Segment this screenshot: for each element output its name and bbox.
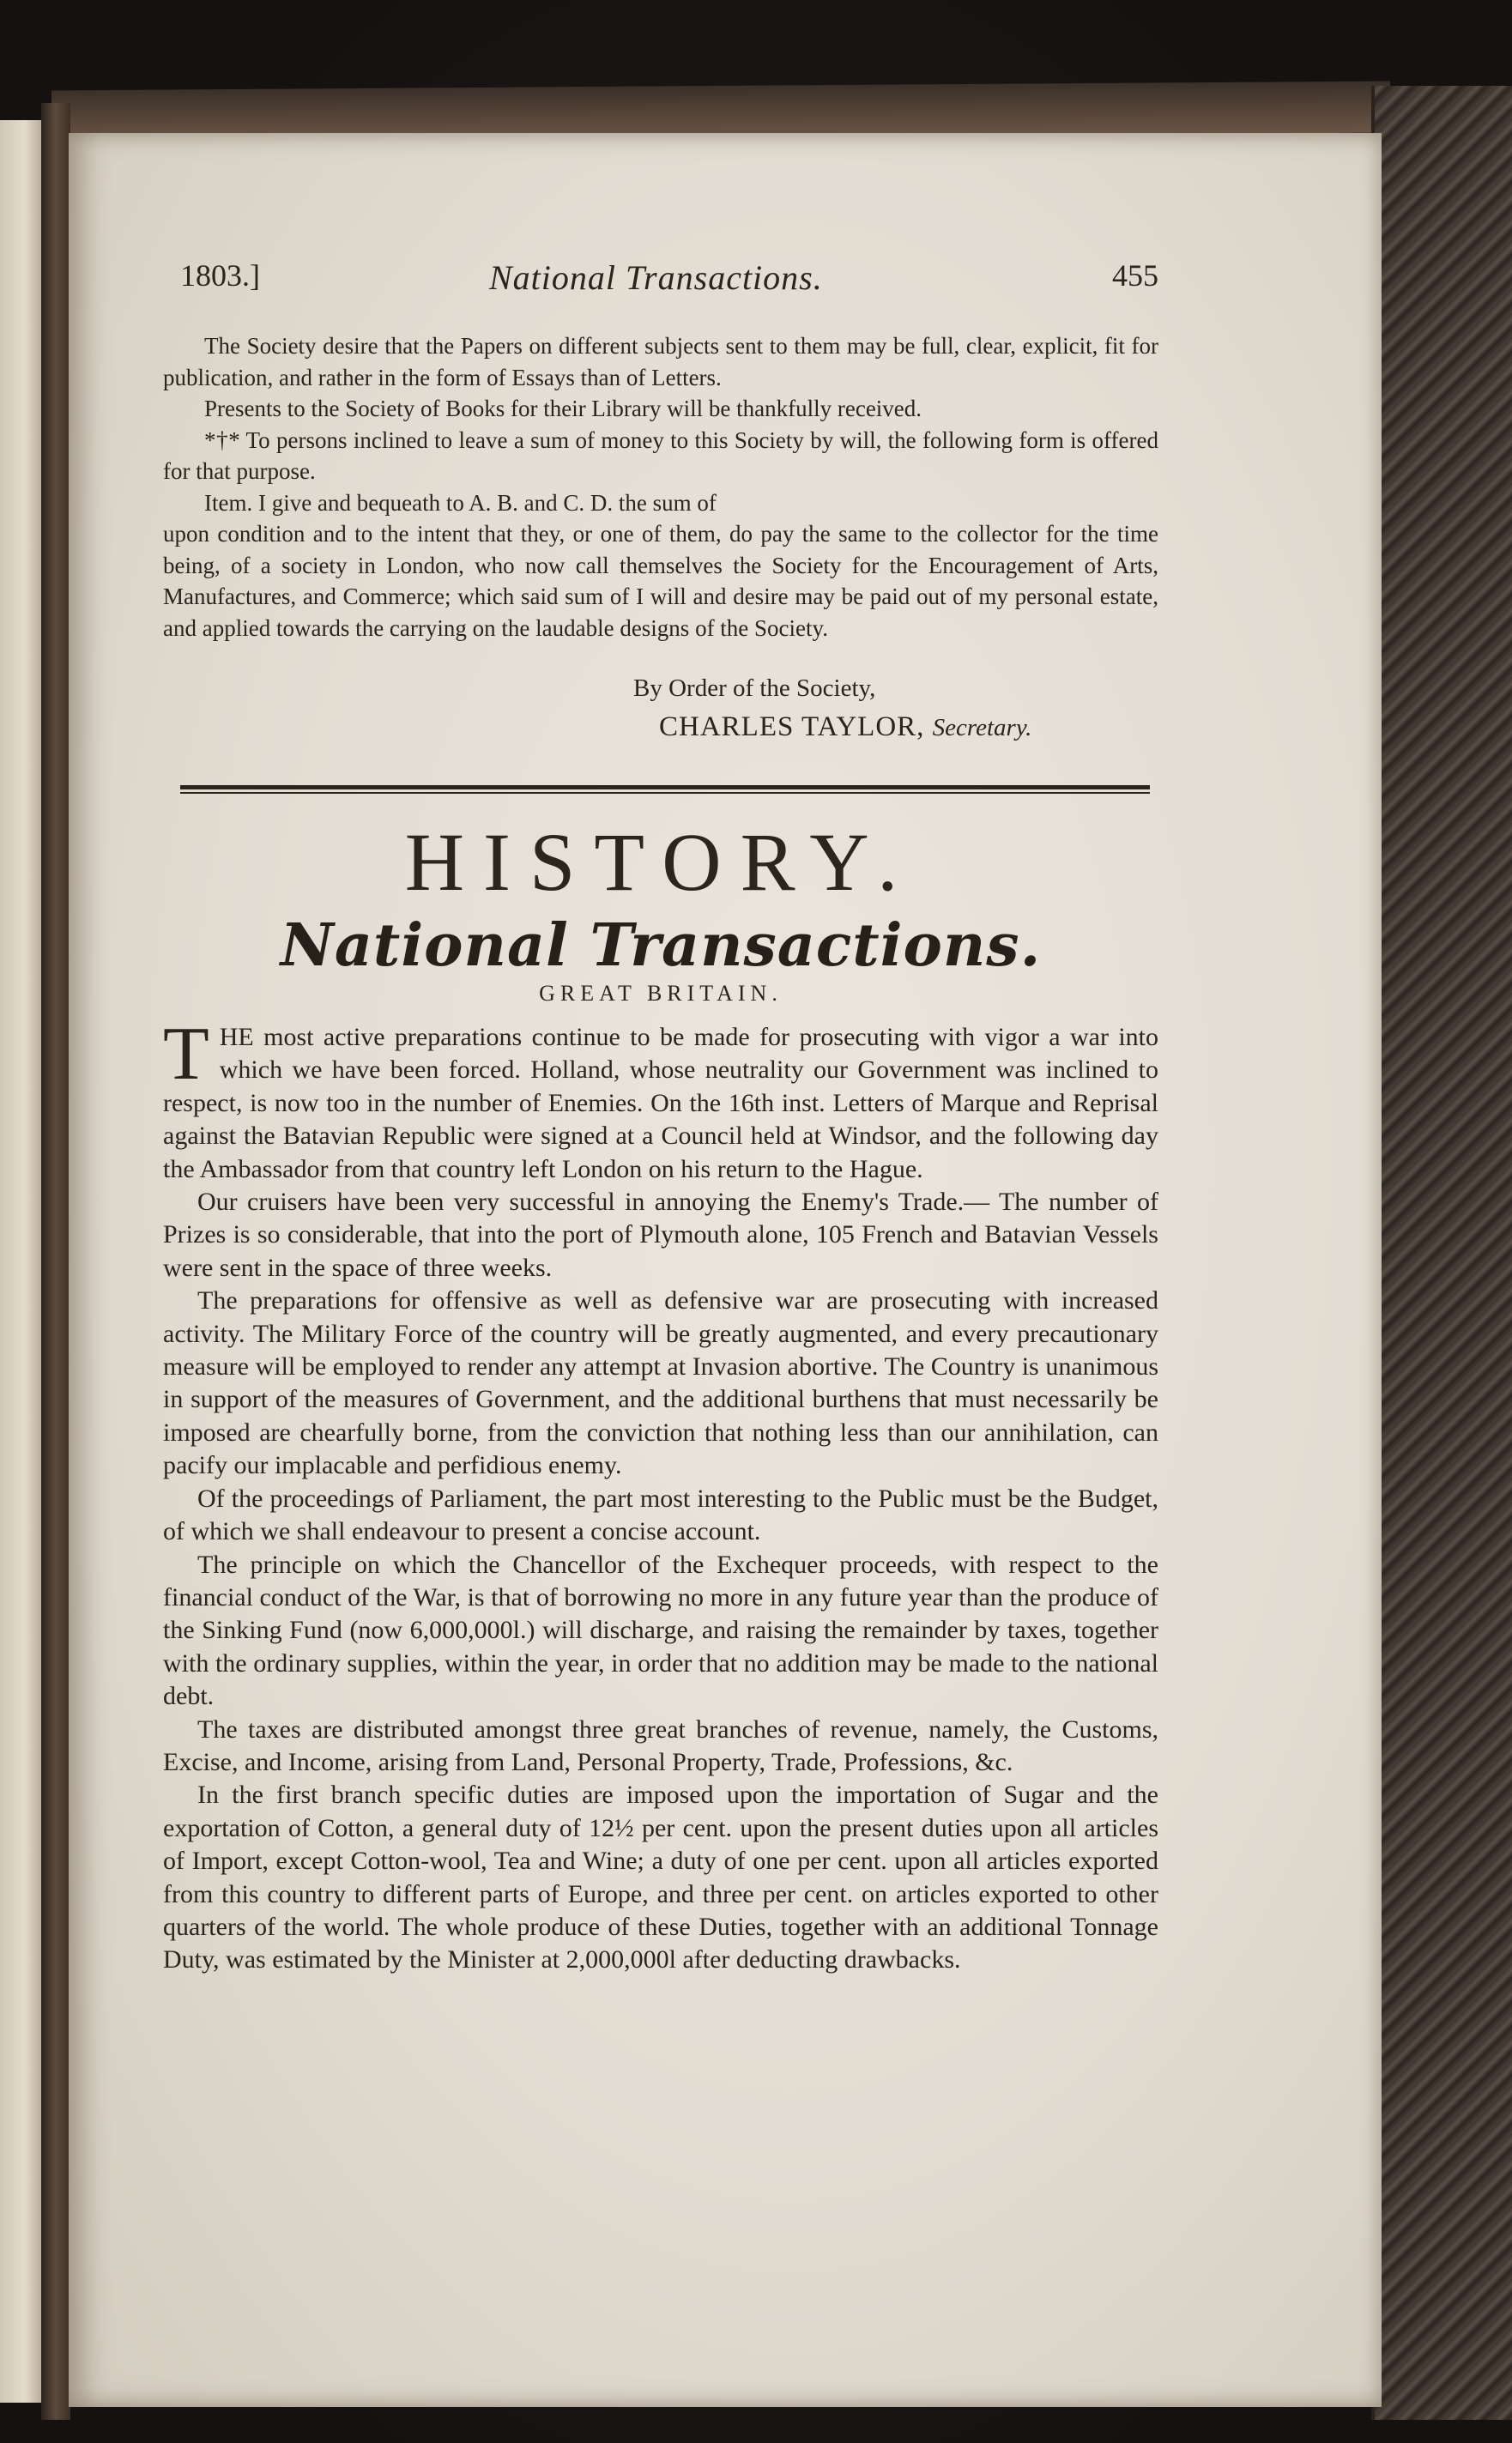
facing-page-edge — [0, 120, 41, 2403]
article-paragraph: Our cruisers have been very successful in annoying the Enemy's Trade.— The number of Prizes is so considerable, that into the port of Plymouth alone, 105 French and Batavian Vessels were sent in the space of three weeks. — [163, 1188, 1158, 1282]
signer-name: CHARLES TAYLOR, — [659, 711, 925, 742]
divider-thick-line — [180, 785, 1150, 789]
region-heading: GREAT BRITAIN. — [539, 981, 783, 1006]
notice-paragraph: Presents to the Society of Books for their Library will be thankfully received. — [204, 396, 922, 421]
divider-thin-line — [180, 792, 1150, 794]
order-line: By Order of the Society, — [633, 674, 876, 702]
running-head-title: National Transactions. — [489, 258, 823, 297]
bequest-form-line: Item. I give and bequeath to A. B. and C. D. the sum of — [204, 489, 717, 516]
signer-role: Secretary. — [932, 714, 1032, 741]
running-head-year: 1803.] — [180, 258, 260, 293]
notice-paragraph: *†* To persons inclined to leave a sum of money to this Society by will, the following form is offered for that purpose. — [163, 426, 1158, 484]
paragraph-text: HE most active preparations continue to be made for prosecuting with vigor a war into which we have been forced. Holland, whose neutrality our Government was inclined to respect, is now too in the number of Enemies. On the 16th inst. Letters of Marque and Reprisal against the Batavian Republic were signed at a Council held at Windsor, and the following day the Ambassador from that country left London on his return to the Hague. — [163, 1023, 1158, 1183]
society-notices — [163, 330, 1158, 644]
article-paragraph: Of the proceedings of Parliament, the part most interesting to the Public must be the Budget, of which we shall endeavour to present a concise account. — [163, 1484, 1158, 1546]
article-paragraph: The taxes are distributed amongst three great branches of revenue, namely, the Customs, Excise, and Income, arising from Land, Personal Property, Trade, Professions, &c. — [163, 1714, 1158, 1776]
signer — [659, 707, 1158, 747]
drop-cap: T — [163, 1013, 209, 1096]
page-number: 455 — [1112, 258, 1158, 293]
book-cover-marbled — [1371, 86, 1512, 2420]
signoff — [163, 669, 1158, 747]
book-gutter — [41, 103, 70, 2420]
article-paragraph: The preparations for offensive as well as defensive war are prosecuting with increased activity. The Military Force of the country will be greatly augmented, and every precautionary measure will be employed to render any attempt at Invasion abortive. The Country is unanimous in support of the measures of Government, and the additional burthens that must necessarily be imposed are chearfully borne, from the conviction that nothing less than our annihilation, can pacify our implacable and perfidious enemy. — [163, 1286, 1158, 1480]
section-subheading: National Transactions. — [280, 911, 1042, 980]
bequest-form-text: upon condition and to the intent that they, or one of them, do pay the same to the collector for the time being, of a society in London, who now call themselves the Society for the Encouragement of Arts, Manufactures, and Commerce; which said sum of I will and desire may be paid out of my personal estate, and applied towards the carrying on the laudable designs of the Society. — [163, 521, 1158, 641]
running-head — [180, 257, 1158, 300]
article-paragraph: The principle on which the Chancellor of the Exchequer proceeds, with respect to the financial conduct of the War, is that of borrowing no more in any future year than the produce of the Sinking Fund (now 6,000,000l.) will discharge, and raising the remainder by taxes, together with the ordinary supplies, within the year, in order that no addition may be made to the national debt. — [163, 1550, 1158, 1711]
article-paragraph — [163, 1013, 1158, 1186]
section-divider — [180, 785, 1150, 795]
article-body — [163, 1013, 1158, 1977]
notice-paragraph: The Society desire that the Papers on different subjects sent to them may be full, clear, explicit, fit for publication, and rather in the form of Essays than of Letters. — [163, 333, 1158, 390]
section-heading: HISTORY. — [404, 816, 917, 908]
article-paragraph: In the first branch specific duties are imposed upon the importation of Sugar and the exportation of Cotton, a general duty of 12½ per cent. upon the present duties upon all articles of Import, except Cotton-wool, Tea and Wine; a duty of one per cent. upon all articles exported from this country to different parts of Europe, and three per cent. on articles exported to other quarters of the world. The whole produce of these Duties, together with an additional Tonnage Duty, was estimated by the Minister at 2,000,000l after deducting drawbacks. — [163, 1781, 1158, 1974]
